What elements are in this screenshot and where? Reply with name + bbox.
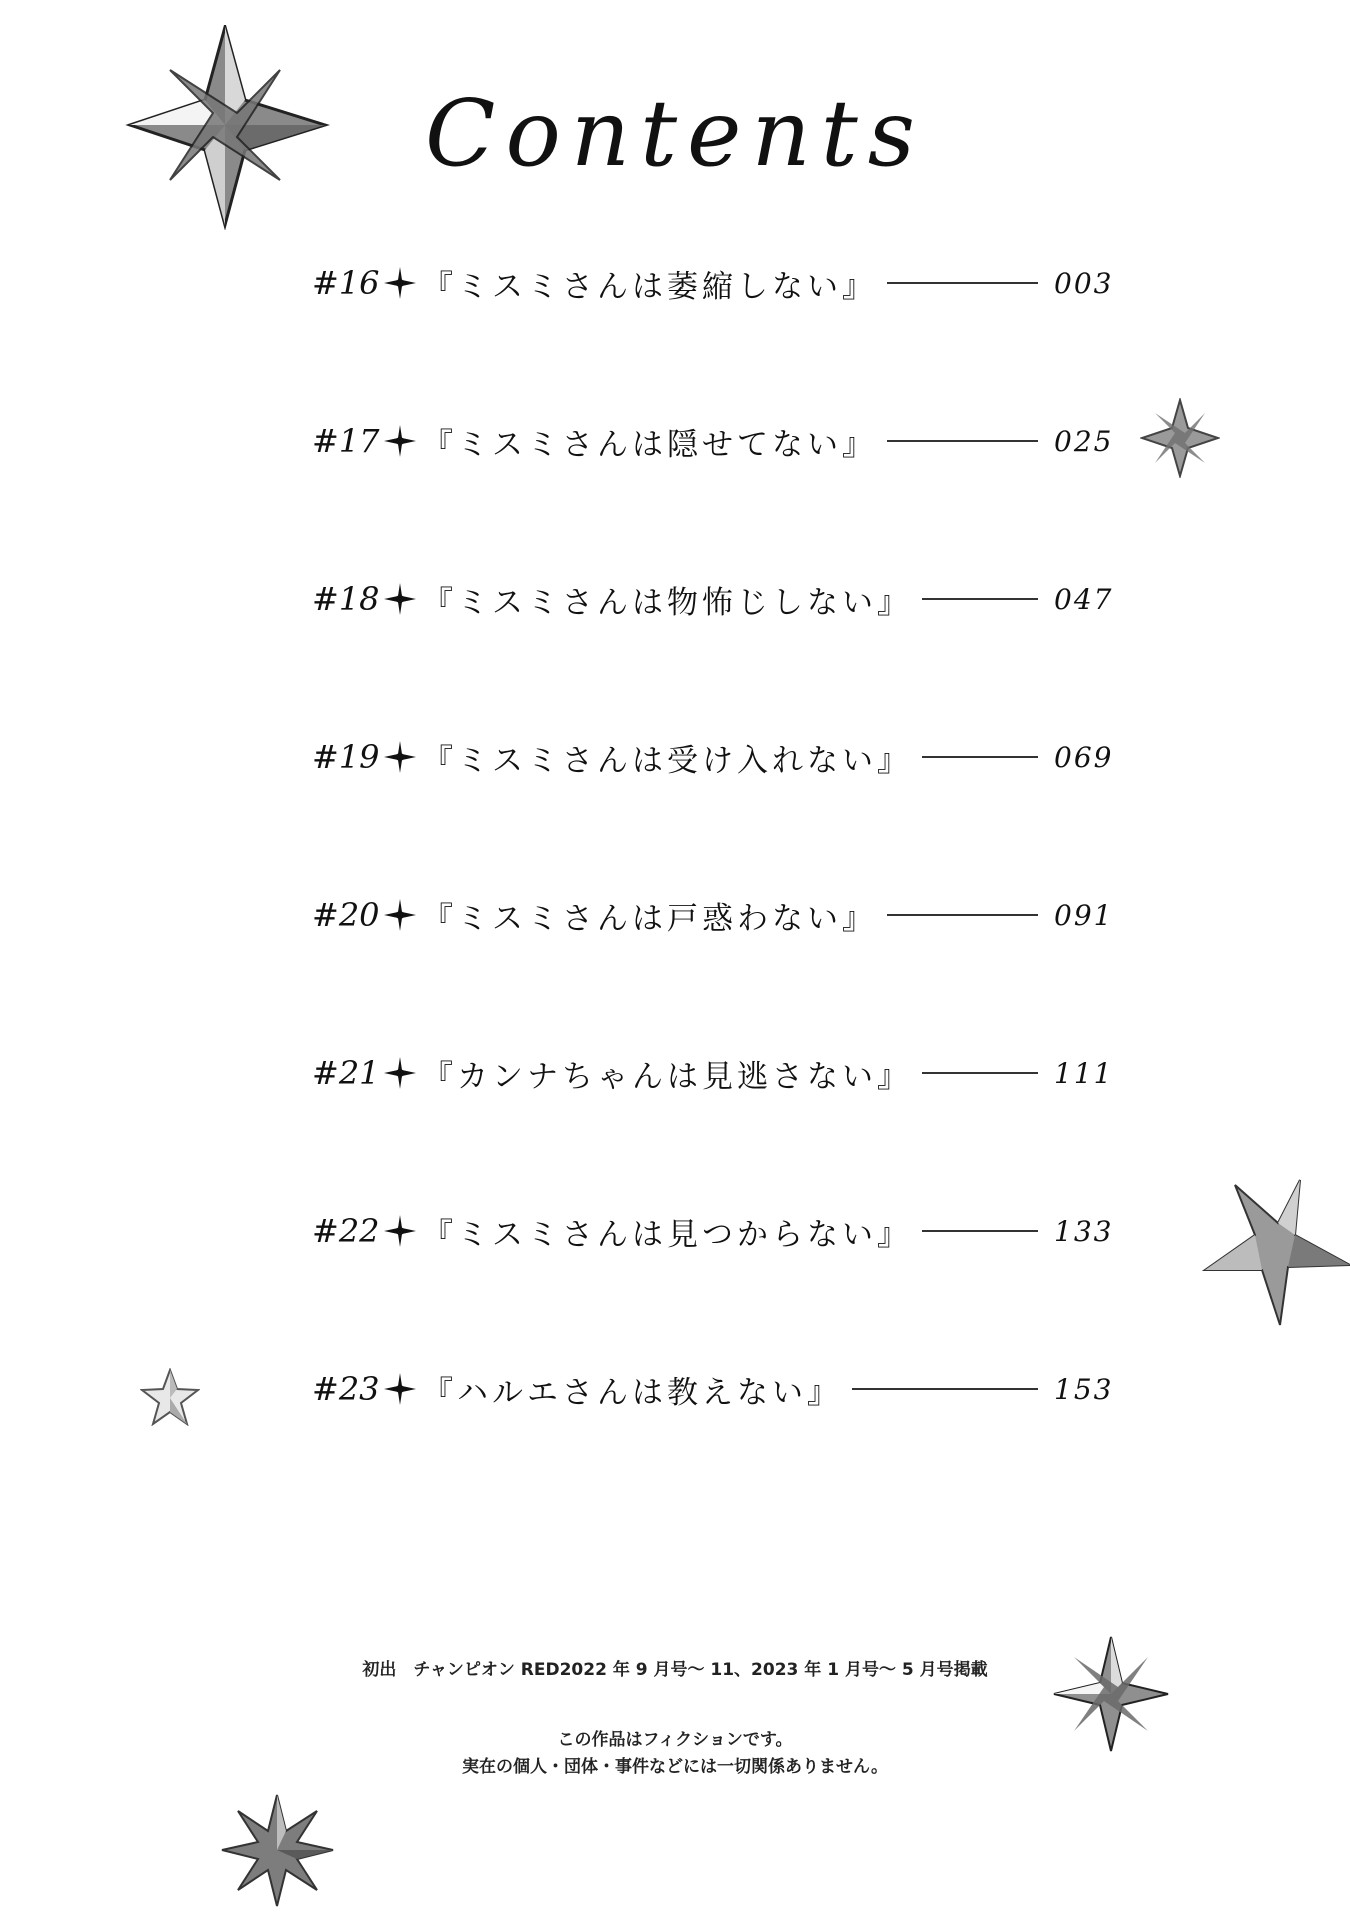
chapter-number: #16 xyxy=(312,264,380,302)
toc-row[interactable] xyxy=(312,569,1114,629)
chapter-number: #21 xyxy=(312,1054,380,1092)
chapter-title: 『ハルエさんは教えない』 xyxy=(422,1374,842,1411)
sparkle-icon xyxy=(382,265,418,301)
chapter-number: #18 xyxy=(312,580,380,618)
chapter-title: 『カンナちゃんは見逃さない』 xyxy=(422,1058,912,1095)
compass-star-icon-right xyxy=(1140,398,1220,478)
sparkle-icon xyxy=(382,581,418,617)
toc-row[interactable] xyxy=(312,727,1114,787)
sparkle-icon xyxy=(382,897,418,933)
leader-line xyxy=(922,1230,1038,1232)
first-publication-note: 初出 チャンピオン RED2022 年 9 月号〜 11、2023 年 1 月号〜 5 月号掲載 xyxy=(362,1660,988,1680)
chapter-title: 『ミスミさんは隠せてない』 xyxy=(422,426,877,463)
sparkle-icon xyxy=(382,1213,418,1249)
chapter-number: #19 xyxy=(312,738,380,776)
toc-row[interactable] xyxy=(312,411,1114,471)
page-number: 153 xyxy=(1054,1372,1114,1406)
page-number: 047 xyxy=(1054,582,1114,616)
toc-row[interactable] xyxy=(312,1043,1114,1103)
toc-row[interactable] xyxy=(312,253,1114,313)
chapter-title: 『ミスミさんは見つからない』 xyxy=(422,1216,912,1253)
leader-line xyxy=(922,756,1038,758)
toc-row[interactable] xyxy=(312,1201,1114,1261)
chapter-number: #20 xyxy=(312,896,380,934)
chapter-title: 『ミスミさんは物怖じしない』 xyxy=(422,584,912,621)
page-number: 091 xyxy=(1054,898,1114,932)
small-star-icon-left xyxy=(140,1368,200,1426)
eight-point-star-icon-bottom-left xyxy=(220,1793,335,1908)
chapter-title: 『ミスミさんは萎縮しない』 xyxy=(422,268,877,305)
sparkle-icon xyxy=(382,423,418,459)
leader-line xyxy=(887,282,1038,284)
page-number: 069 xyxy=(1054,740,1114,774)
chapter-title: 『ミスミさんは戸惑わない』 xyxy=(422,900,877,937)
toc-row[interactable] xyxy=(312,885,1114,945)
page-number: 003 xyxy=(1054,266,1114,300)
fiction-disclaimer-line2: 実在の個人・団体・事件などには一切関係ありません。 xyxy=(461,1757,889,1777)
sparkle-icon xyxy=(382,1371,418,1407)
sparkle-icon xyxy=(382,739,418,775)
chapter-number: #17 xyxy=(312,422,380,460)
page-number: 025 xyxy=(1054,424,1114,458)
leader-line xyxy=(887,440,1038,442)
fiction-disclaimer-line1: この作品はフィクションです。 xyxy=(557,1730,793,1750)
leader-line xyxy=(922,598,1038,600)
page-number: 133 xyxy=(1054,1214,1114,1248)
sparkle-icon xyxy=(382,1055,418,1091)
chapter-number: #23 xyxy=(312,1370,380,1408)
leader-line xyxy=(887,914,1038,916)
large-star-icon-right xyxy=(1200,1175,1350,1330)
page-title: Contents xyxy=(425,80,925,187)
chapter-title: 『ミスミさんは受け入れない』 xyxy=(422,742,912,779)
toc-row[interactable] xyxy=(312,1359,1114,1419)
leader-line xyxy=(922,1072,1038,1074)
leader-line xyxy=(852,1388,1038,1390)
chapter-number: #22 xyxy=(312,1212,380,1250)
page-number: 111 xyxy=(1054,1056,1114,1090)
